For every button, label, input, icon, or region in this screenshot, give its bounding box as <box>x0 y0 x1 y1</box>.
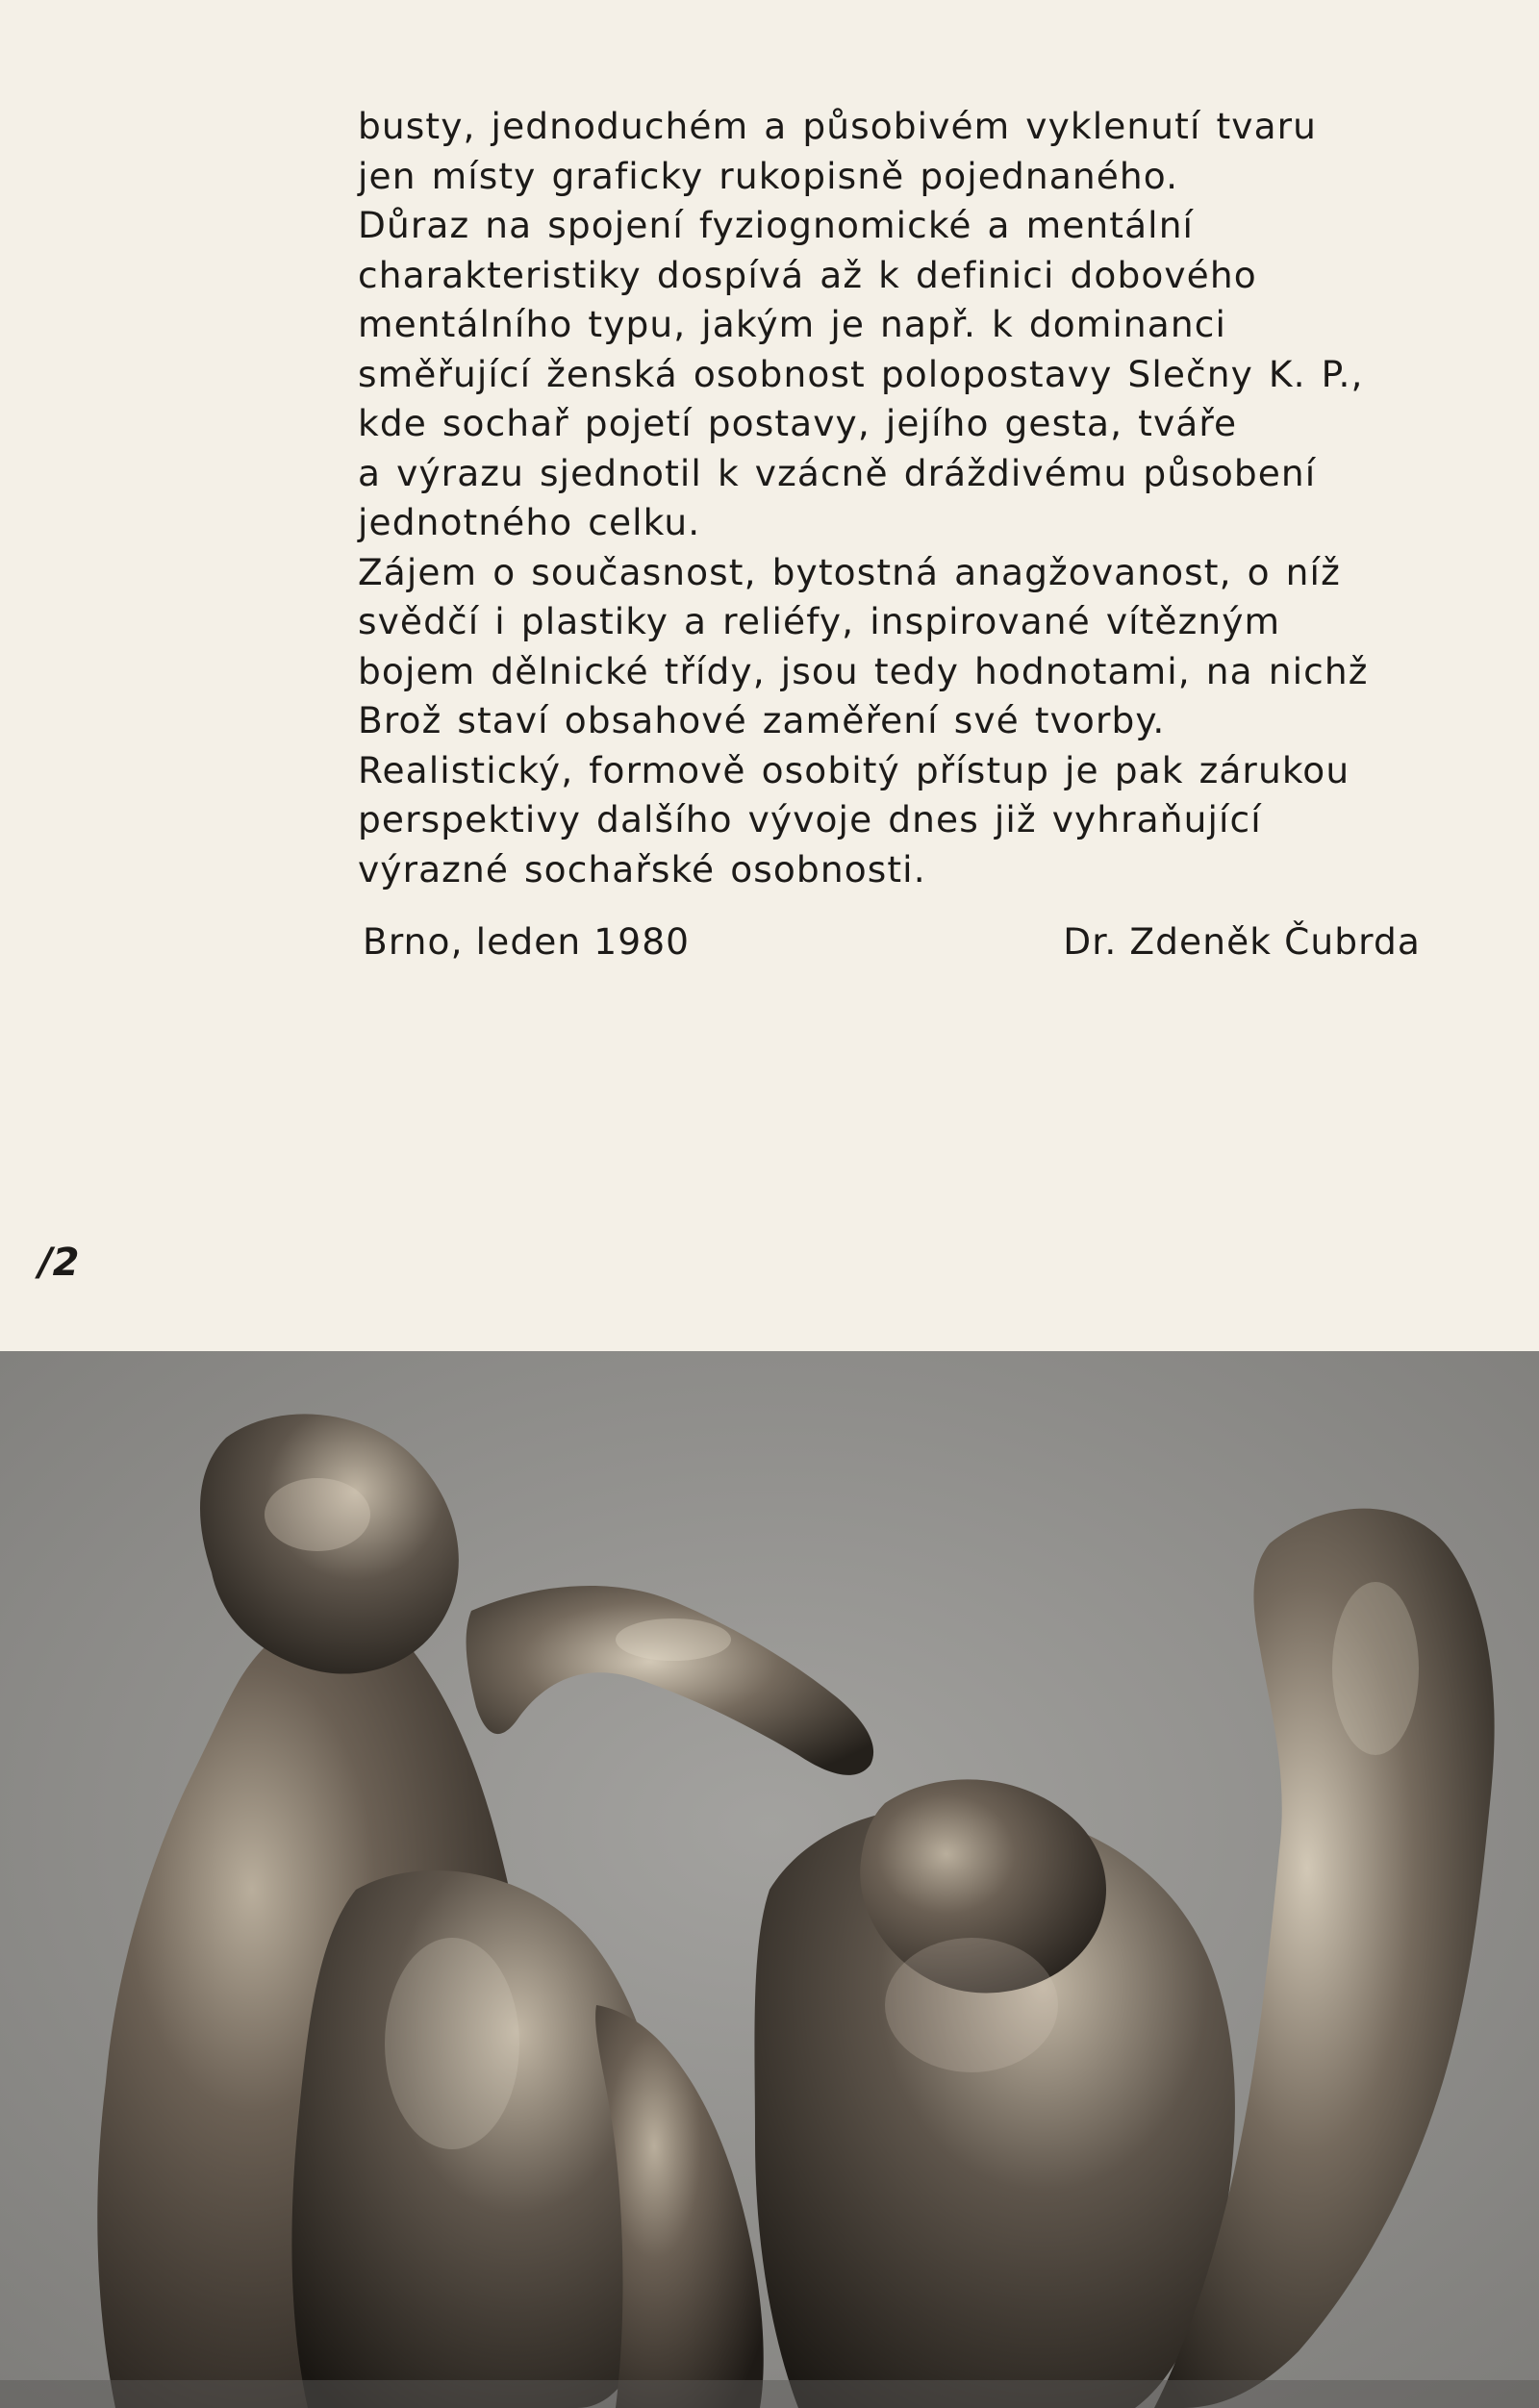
text-line: charakteristiky dospívá až k definici dobového <box>358 253 1257 296</box>
author-name: Dr. Zdeněk Čubrda <box>1063 920 1421 963</box>
text-line: Zájem o současnost, bytostná anagžovanost, o níž <box>358 550 1341 593</box>
base-shadow <box>0 2380 1539 2408</box>
page-number: /2 <box>38 1241 80 1285</box>
text-line: jen místy graficky rukopisně pojednaného. <box>358 154 1179 197</box>
highlight <box>1332 1582 1419 1755</box>
text-line: mentálního typu, jakým je např. k dominanci <box>358 303 1226 345</box>
text-line: kde sochař pojetí postavy, jejího gesta, tváře <box>358 402 1238 444</box>
text-line: Brož staví obsahové zaměření své tvorby. <box>358 699 1166 741</box>
highlight <box>885 1938 1058 2072</box>
highlight <box>616 1618 731 1661</box>
text-line: a výrazu sjednotil k vzácně dráždivému působení <box>358 451 1317 494</box>
text-line: bojem dělnické třídy, jsou tedy hodnotami, na nichž <box>358 649 1369 692</box>
text-line: jednotného celku. <box>358 501 701 543</box>
highlight <box>385 1938 519 2149</box>
text-line: Realistický, formově osobitý přístup je pak zárukou <box>358 748 1350 791</box>
signature-row <box>358 916 1421 967</box>
text-line: perspektivy dalšího vývoje dnes již vyhraňující <box>358 798 1262 840</box>
sculpture-photo <box>0 1351 1539 2408</box>
place-date: Brno, leden 1980 <box>363 920 691 963</box>
text-line: výrazné sochařské osobnosti. <box>358 847 926 890</box>
text-line: busty, jednoduchém a působivém vyklenutí tvaru <box>358 105 1318 147</box>
text-line: Důraz na spojení fyziognomické a mentální <box>358 204 1195 246</box>
article-text <box>358 102 1454 894</box>
highlight <box>265 1478 370 1551</box>
text-line: svědčí i plastiky a reliéfy, inspirované vítězným <box>358 600 1281 642</box>
text-line: směřující ženská osobnost polopostavy Slečny K. P., <box>358 352 1364 395</box>
